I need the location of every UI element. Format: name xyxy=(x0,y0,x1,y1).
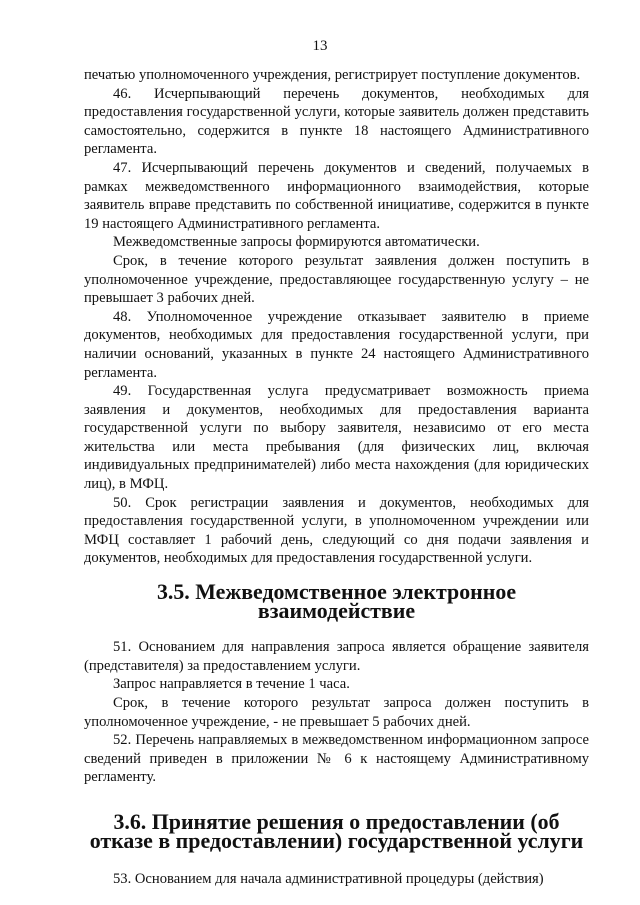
paragraph-49: 49. Государственная услуга предусматривает возможность приема заявления и документов, необходимых для предоставления варианта государственной услуги по выбору заявителя, независимо от его места жительства или места пребывания (для физических лиц, включая индивидуальных предпринимателей) либо места нахождения (для юридических лиц), в МФЦ. xyxy=(84,383,589,493)
section-heading-3-5: 3.5. Межведомственное электронное взаимодействие xyxy=(156,579,517,623)
paragraph-50: 50. Срок регистрации заявления и документов, необходимых для предоставления государственной услуги, в уполномоченном учреждении или МФЦ составляет 1 рабочий день, следующий со дня подачи заявления и документов, необходимых для предоставления государственной услуги. xyxy=(84,494,589,567)
paragraph-48: 48. Уполномоченное учреждение отказывает заявителю в приеме документов, необходимых для предоставления государственной услуги, при наличии оснований, указанных в пункте 24 настоящего Административного регламента. xyxy=(84,308,589,381)
paragraph-46: 46. Исчерпывающий перечень документов, необходимых для предоставления государственной услуги, которые заявитель должен представить самостоятельно, содержится в пункте 18 настоящего Административного регламента. xyxy=(84,85,589,158)
paragraph-52: 52. Перечень направляемых в межведомственном информационном запросе сведений приведен в приложении № 6 к настоящему Административному регламенту. xyxy=(84,732,589,786)
paragraph-53: 53. Основанием для начала административной процедуры (действия) xyxy=(113,871,544,888)
paragraph-interagency-requests: Межведомственные запросы формируются автоматически. xyxy=(113,234,480,251)
paragraph-result-term: Срок, в течение которого результат заявления должен поступить в уполномоченное учреждение, предоставляющее государственную услугу – не превышает 3 рабочих дней. xyxy=(84,252,589,307)
section-heading-3-6: 3.6. Принятие решения о предоставлении (об отказе в предоставлении) государственной услуги xyxy=(89,808,584,853)
document-body xyxy=(84,66,589,889)
paragraph-51: 51. Основанием для направления запроса является обращение заявителя (представителя) за предоставлением услуги. xyxy=(84,639,589,674)
paragraph-continuation: печатью уполномоченного учреждения, регистрирует поступление документов. xyxy=(84,67,581,83)
paragraph-47: 47. Исчерпывающий перечень документов и сведений, получаемых в рамках межведомственного информационного взаимодействия, которые заявитель вправе представить по собственной инициативе, содержится в пункте 19 настоящего Административного регламента. xyxy=(84,159,589,232)
page-number: 13 xyxy=(312,38,328,54)
paragraph-request-term: Срок, в течение которого результат запроса должен поступить в уполномоченное учреждение, - не превышает 5 рабочих дней. xyxy=(84,695,589,730)
paragraph-request-sent: Запрос направляется в течение 1 часа. xyxy=(113,676,350,693)
